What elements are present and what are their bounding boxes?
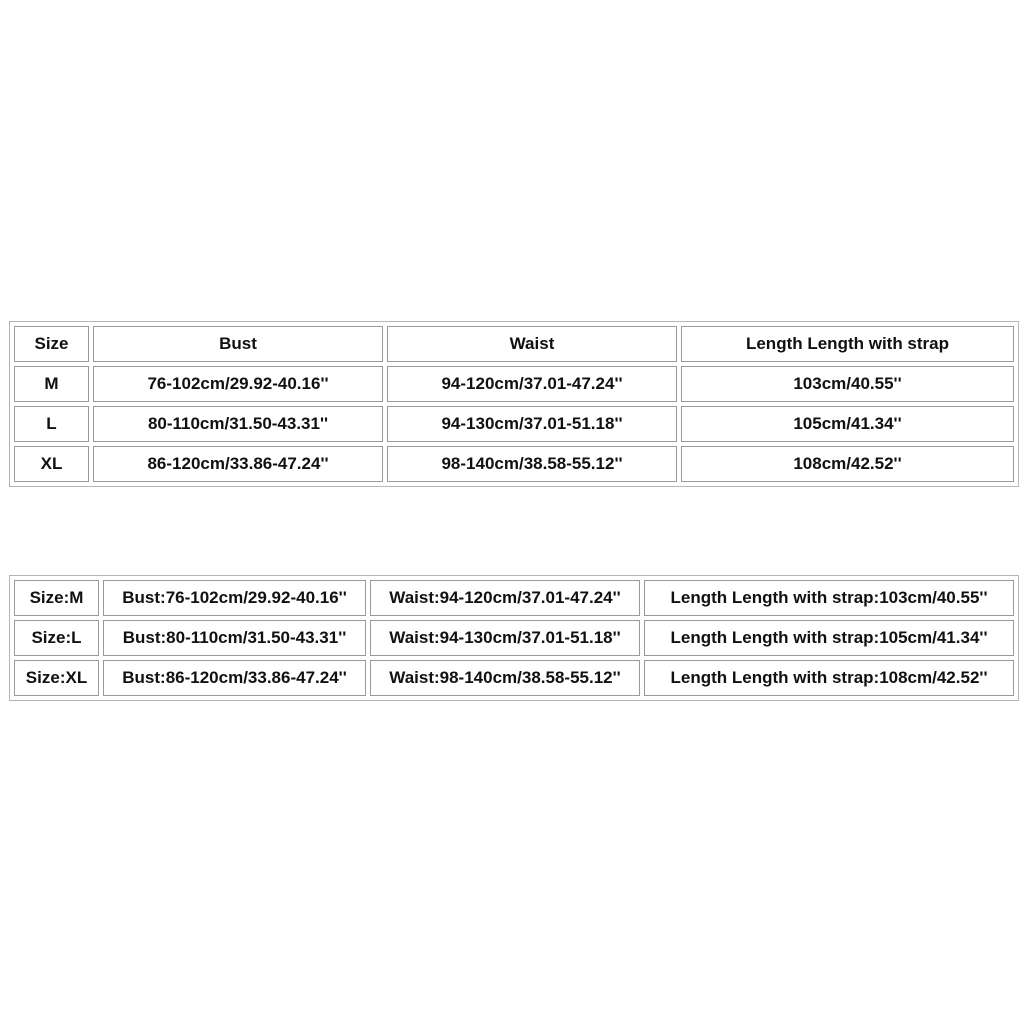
length-cell: Length Length with strap:108cm/42.52'' [644,660,1014,696]
table-row [14,446,1014,482]
bust-cell: Bust:76-102cm/29.92-40.16'' [103,580,366,616]
waist-cell: Waist:98-140cm/38.58-55.12'' [370,660,640,696]
waist-cell: Waist:94-120cm/37.01-47.24'' [370,580,640,616]
length-cell: Length Length with strap:105cm/41.34'' [644,620,1014,656]
waist-cell: Waist:94-130cm/37.01-51.18'' [370,620,640,656]
length-cell: 105cm/41.34'' [681,406,1014,442]
table-row [14,580,1014,616]
size-cell: L [14,406,89,442]
table-row [14,406,1014,442]
waist-cell: 94-120cm/37.01-47.24'' [387,366,677,402]
size-chart-table [9,321,1019,487]
waist-cell: 98-140cm/38.58-55.12'' [387,446,677,482]
table-row [14,660,1014,696]
bust-cell: 86-120cm/33.86-47.24'' [93,446,383,482]
bust-cell: Bust:86-120cm/33.86-47.24'' [103,660,366,696]
table-row [14,620,1014,656]
length-cell: 108cm/42.52'' [681,446,1014,482]
size-chart-inline-table [9,575,1019,701]
size-cell: XL [14,446,89,482]
waist-cell: 94-130cm/37.01-51.18'' [387,406,677,442]
table-header-row [14,326,1014,362]
length-cell: 103cm/40.55'' [681,366,1014,402]
header-size: Size [14,326,89,362]
size-cell: Size:L [14,620,99,656]
bust-cell: 80-110cm/31.50-43.31'' [93,406,383,442]
size-cell: Size:XL [14,660,99,696]
bust-cell: Bust:80-110cm/31.50-43.31'' [103,620,366,656]
header-waist: Waist [387,326,677,362]
header-length: Length Length with strap [681,326,1014,362]
size-cell: M [14,366,89,402]
table-row [14,366,1014,402]
header-bust: Bust [93,326,383,362]
bust-cell: 76-102cm/29.92-40.16'' [93,366,383,402]
length-cell: Length Length with strap:103cm/40.55'' [644,580,1014,616]
size-cell: Size:M [14,580,99,616]
